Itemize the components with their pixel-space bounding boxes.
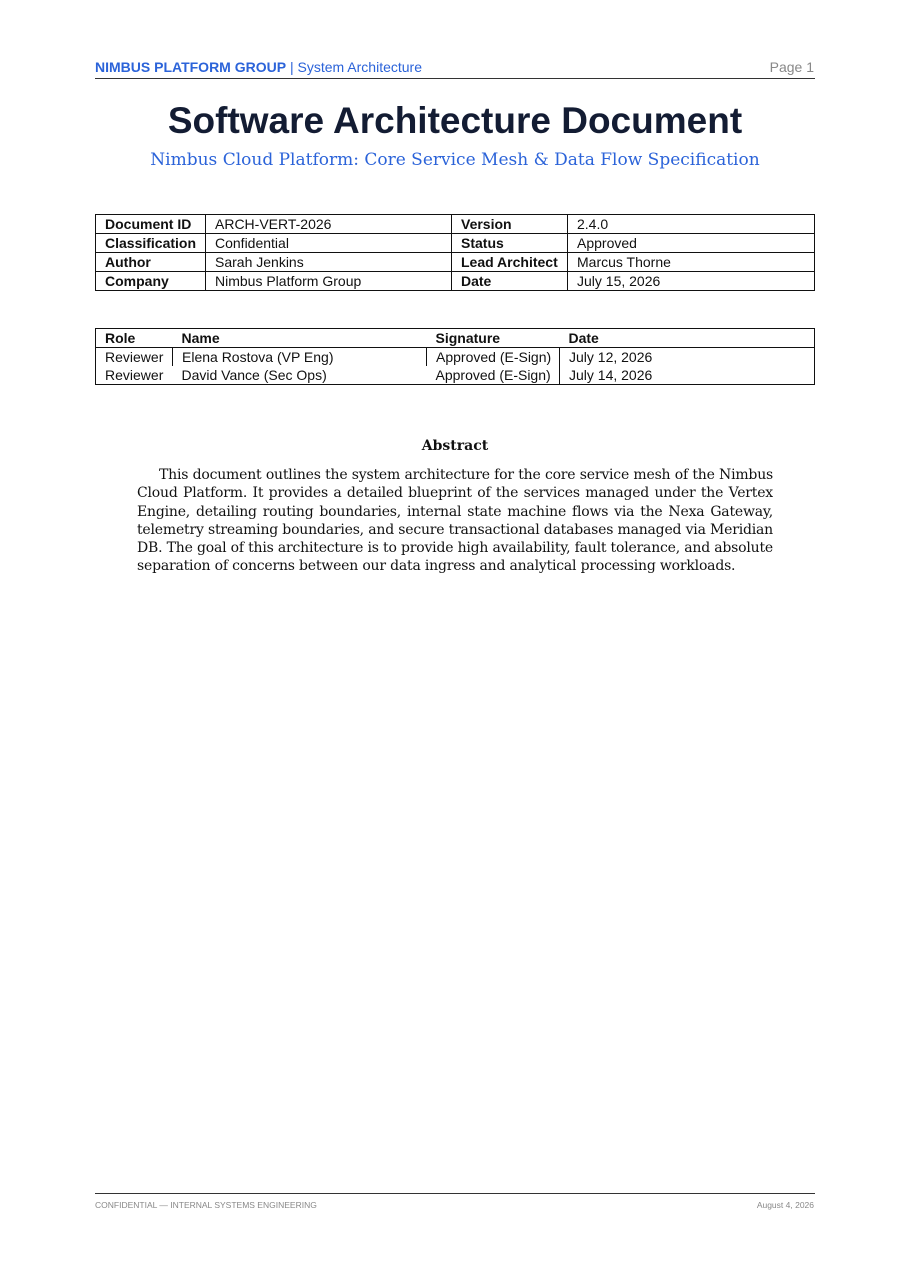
table-row: [96, 272, 815, 291]
table-row: [96, 215, 815, 234]
table-row: [96, 234, 815, 253]
document-subtitle: Nimbus Cloud Platform: Core Service Mesh & Data Flow Specification: [150, 150, 760, 170]
name-cell: Elena Rostova (VP Eng): [173, 348, 427, 367]
column-header: Signature: [427, 329, 560, 348]
brand-name: NIMBUS PLATFORM GROUP: [95, 59, 287, 75]
date-cell: July 14, 2026: [560, 366, 815, 385]
meta-key: Classification: [96, 234, 206, 253]
section-name: System Architecture: [297, 59, 422, 75]
meta-key: Company: [96, 272, 206, 291]
column-header: Name: [173, 329, 427, 348]
date-cell: July 12, 2026: [560, 348, 815, 367]
page-footer: [95, 1193, 815, 1214]
header-separator: |: [289, 59, 294, 75]
column-header: Date: [560, 329, 815, 348]
meta-value: ARCH-VERT-2026: [206, 215, 452, 234]
signature-cell: Approved (E-Sign): [435, 366, 551, 383]
abstract-body: This document outlines the system architecture for the core service mesh of the Nimbus Cloud Platform. It provides a detailed blueprint of the services managed under the Vertex Engine, detailing routing boundaries, internal state machine flows via the Nexa Gateway, telemetry streaming boundaries, and secure transactional databases managed via Meridian DB. The goal of this architecture is to provide high availability, fault tolerance, and absolute separation of concerns between our data ingress and analytical processing workloads.: [137, 467, 773, 575]
meta-key: Version: [452, 215, 568, 234]
page-number: Page 1: [769, 59, 814, 75]
name-cell: David Vance (Sec Ops): [181, 366, 327, 383]
metadata-table: [95, 214, 815, 291]
signoff-table: [95, 328, 815, 385]
meta-key: Status: [452, 234, 568, 253]
table-row: [96, 366, 815, 385]
footer-confidentiality: CONFIDENTIAL — INTERNAL SYSTEMS ENGINEERING: [95, 1200, 317, 1210]
meta-value: Sarah Jenkins: [206, 253, 452, 272]
table-row: [96, 348, 815, 367]
signature-cell: Approved (E-Sign): [427, 348, 560, 367]
meta-value: Confidential: [206, 234, 452, 253]
meta-value: Marcus Thorne: [568, 253, 815, 272]
meta-value: Nimbus Platform Group: [206, 272, 452, 291]
abstract-heading: Abstract: [421, 438, 489, 454]
role-cell: Reviewer: [105, 348, 164, 365]
column-header: Role: [96, 329, 173, 348]
meta-value: 2.4.0: [568, 215, 815, 234]
table-row: [96, 253, 815, 272]
page-header: [95, 59, 815, 79]
meta-key: Date: [452, 272, 568, 291]
document-title: Software Architecture Document: [167, 100, 743, 141]
meta-value: Approved: [568, 234, 815, 253]
role-cell: Reviewer: [105, 366, 164, 383]
footer-date: August 4, 2026: [756, 1200, 814, 1210]
meta-value: July 15, 2026: [568, 272, 815, 291]
meta-key: Document ID: [96, 215, 206, 234]
table-header-row: [96, 329, 815, 348]
meta-key: Author: [96, 253, 206, 272]
meta-key: Lead Architect: [452, 253, 568, 272]
